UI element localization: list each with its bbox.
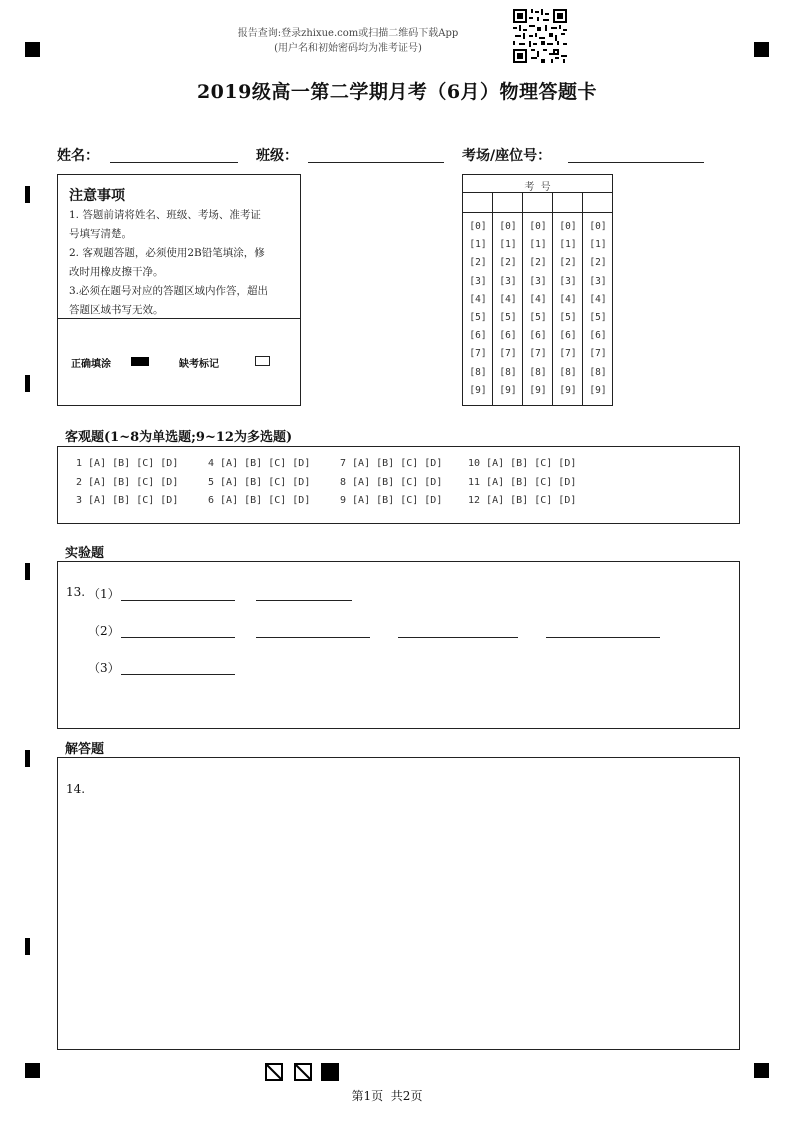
digit-bubble[interactable]: [7] <box>469 348 487 360</box>
notice-line: 改时用橡皮擦干净。 <box>69 266 164 278</box>
name-label: 姓名： <box>57 148 99 164</box>
side-mark <box>25 563 30 580</box>
digit-bubble[interactable]: [0] <box>559 221 577 232</box>
objective-box <box>57 446 740 524</box>
digit-bubble[interactable]: [6] <box>529 330 547 342</box>
objective-question-10[interactable]: 10 [A] [B] [C] [D] <box>468 458 577 469</box>
seat-label: 考场/座位号： <box>462 148 552 164</box>
part-1-label: （1） <box>88 587 120 601</box>
digit-bubble[interactable]: [0] <box>529 221 547 232</box>
notice-line: 1. 答题前请将姓名、班级、考场、准考证 <box>69 209 261 221</box>
digit-bubble[interactable]: [3] <box>589 275 607 287</box>
side-mark <box>25 186 30 203</box>
solution-title: 解答题 <box>65 742 105 757</box>
report-query-text: 报告查询:登录zhixue.com或扫描二维码下载App <box>237 28 459 39</box>
objective-question-6[interactable]: 6 [A] [B] [C] [D] <box>208 495 311 506</box>
objective-question-3[interactable]: 3 [A] [B] [C] [D] <box>76 495 179 506</box>
correct-fill-sample <box>131 357 149 366</box>
digit-bubble[interactable]: [4] <box>559 293 577 305</box>
answer-line-2a[interactable] <box>121 637 235 638</box>
notice-line: 3.必须在题号对应的答题区域内作答，超出 <box>69 285 269 297</box>
filled-box-mark <box>321 1063 339 1081</box>
digit-bubble[interactable]: [8] <box>589 366 607 378</box>
answer-line-2d[interactable] <box>546 637 660 638</box>
digit-bubble[interactable]: [3] <box>559 275 577 287</box>
digit-bubble[interactable]: [5] <box>559 312 577 323</box>
objective-question-1[interactable]: 1 [A] [B] [C] [D] <box>76 458 179 469</box>
digit-bubble[interactable]: [6] <box>469 330 487 342</box>
absent-checkbox[interactable] <box>255 356 270 366</box>
digit-bubble[interactable]: [9] <box>559 384 577 396</box>
digit-bubble[interactable]: [0] <box>469 221 487 232</box>
digit-bubble[interactable]: [8] <box>499 366 517 378</box>
exam-number-grid <box>462 174 613 406</box>
answer-line-2b[interactable] <box>256 637 370 638</box>
digit-bubble[interactable]: [0] <box>589 221 607 232</box>
notice-line: 答题区域书写无效。 <box>69 304 164 316</box>
part-2-label: （2） <box>88 624 120 638</box>
digit-bubble[interactable]: [3] <box>469 275 487 287</box>
digit-bubble[interactable]: [2] <box>559 257 577 269</box>
digit-bubble[interactable]: [4] <box>529 293 547 305</box>
notice-line: 2. 客观题答题，必须使用2B铅笔填涂，修 <box>69 247 265 259</box>
digit-bubble[interactable]: [7] <box>529 348 547 360</box>
objective-question-4[interactable]: 4 [A] [B] [C] [D] <box>208 458 311 469</box>
digit-bubble[interactable]: [5] <box>499 312 517 323</box>
notice-divider <box>58 318 300 319</box>
corner-mark-top-right <box>754 42 769 57</box>
digit-bubble[interactable]: [8] <box>529 366 547 378</box>
question-13-label: 13. <box>66 585 86 599</box>
digit-bubble[interactable]: [6] <box>559 330 577 342</box>
qr-code-icon[interactable] <box>513 9 567 63</box>
grid-header-divider <box>463 192 612 193</box>
grid-col-divider <box>552 192 553 405</box>
digit-bubble[interactable]: [1] <box>499 239 517 251</box>
corner-mark-bottom-left <box>25 1063 40 1078</box>
side-mark <box>25 375 30 392</box>
digit-bubble[interactable]: [1] <box>559 239 577 251</box>
digit-bubble[interactable]: [2] <box>499 257 517 269</box>
objective-question-5[interactable]: 5 [A] [B] [C] [D] <box>208 476 311 488</box>
digit-bubble[interactable]: [6] <box>589 330 607 342</box>
objective-question-7[interactable]: 7 [A] [B] [C] [D] <box>340 458 443 469</box>
corner-mark-bottom-right <box>754 1063 769 1078</box>
notice-line: 号填写清楚。 <box>69 228 132 240</box>
objective-question-8[interactable]: 8 [A] [B] [C] [D] <box>340 476 443 488</box>
experiment-box <box>57 561 740 729</box>
notice-box <box>57 174 301 406</box>
answer-line-1a[interactable] <box>121 600 235 601</box>
digit-bubble[interactable]: [9] <box>499 384 517 396</box>
experiment-title: 实验题 <box>65 546 105 561</box>
solution-answer-area[interactable] <box>57 757 740 1050</box>
digit-bubble[interactable]: [1] <box>529 239 547 251</box>
grid-col-divider <box>492 192 493 405</box>
digit-bubble[interactable]: [9] <box>469 384 487 396</box>
digit-bubble[interactable]: [9] <box>529 384 547 396</box>
digit-bubble[interactable]: [5] <box>469 312 487 323</box>
digit-bubble[interactable]: [1] <box>589 239 607 251</box>
objective-question-9[interactable]: 9 [A] [B] [C] [D] <box>340 495 443 506</box>
digit-bubble[interactable]: [2] <box>469 257 487 269</box>
notice-title: 注意事项 <box>69 188 125 204</box>
grid-col-divider <box>522 192 523 405</box>
digit-bubble[interactable]: [2] <box>589 257 607 269</box>
digit-bubble[interactable]: [0] <box>499 221 517 232</box>
absent-label: 缺考标记 <box>179 359 219 370</box>
digit-bubble[interactable]: [3] <box>529 275 547 287</box>
page-title: 2019级高一第二学期月考（6月）物理答题卡 <box>196 81 598 103</box>
digit-bubble[interactable]: [4] <box>469 293 487 305</box>
objective-question-2[interactable]: 2 [A] [B] [C] [D] <box>76 476 179 488</box>
digit-bubble[interactable]: [5] <box>529 312 547 323</box>
digit-bubble[interactable]: [1] <box>469 239 487 251</box>
answer-line-2c[interactable] <box>398 637 518 638</box>
digit-bubble[interactable]: [4] <box>589 293 607 305</box>
part-3-label: （3） <box>88 661 120 675</box>
login-hint-text: (用户名和初始密码均为准考证号) <box>274 43 422 54</box>
correct-fill-label: 正确填涂 <box>71 359 111 370</box>
digit-bubble[interactable]: [7] <box>559 348 577 360</box>
objective-title: 客观题(1~8为单选题;9~12为多选题) <box>65 430 293 445</box>
exam-number-title: 考 号 <box>524 182 551 193</box>
objective-question-12[interactable]: 12 [A] [B] [C] [D] <box>468 495 577 506</box>
digit-bubble[interactable]: [2] <box>529 257 547 269</box>
objective-question-11[interactable]: 11 [A] [B] [C] [D] <box>468 476 577 488</box>
digit-bubble[interactable]: [8] <box>559 366 577 378</box>
notice-text <box>69 206 297 320</box>
class-field[interactable] <box>308 162 444 163</box>
question-14-label: 14. <box>66 782 86 796</box>
digit-bubble[interactable]: [9] <box>589 384 607 396</box>
answer-line-1b[interactable] <box>256 600 352 601</box>
digit-bubble[interactable]: [6] <box>499 330 517 342</box>
digit-bubble[interactable]: [7] <box>589 348 607 360</box>
grid-entry-divider <box>463 212 612 213</box>
digit-bubble[interactable]: [5] <box>589 312 607 323</box>
digit-bubble[interactable]: [3] <box>499 275 517 287</box>
slash-box-icon <box>294 1063 312 1081</box>
digit-bubble[interactable]: [7] <box>499 348 517 360</box>
digit-bubble[interactable]: [8] <box>469 366 487 378</box>
grid-col-divider <box>582 192 583 405</box>
side-mark <box>25 750 30 767</box>
slash-box-icon <box>265 1063 283 1081</box>
name-field[interactable] <box>110 162 238 163</box>
side-mark <box>25 938 30 955</box>
class-label: 班级： <box>256 148 298 164</box>
corner-mark-top-left <box>25 42 40 57</box>
answer-line-3a[interactable] <box>121 674 235 675</box>
seat-field[interactable] <box>568 162 704 163</box>
page-number: 第1页 共2页 <box>351 1089 423 1103</box>
digit-bubble[interactable]: [4] <box>499 293 517 305</box>
